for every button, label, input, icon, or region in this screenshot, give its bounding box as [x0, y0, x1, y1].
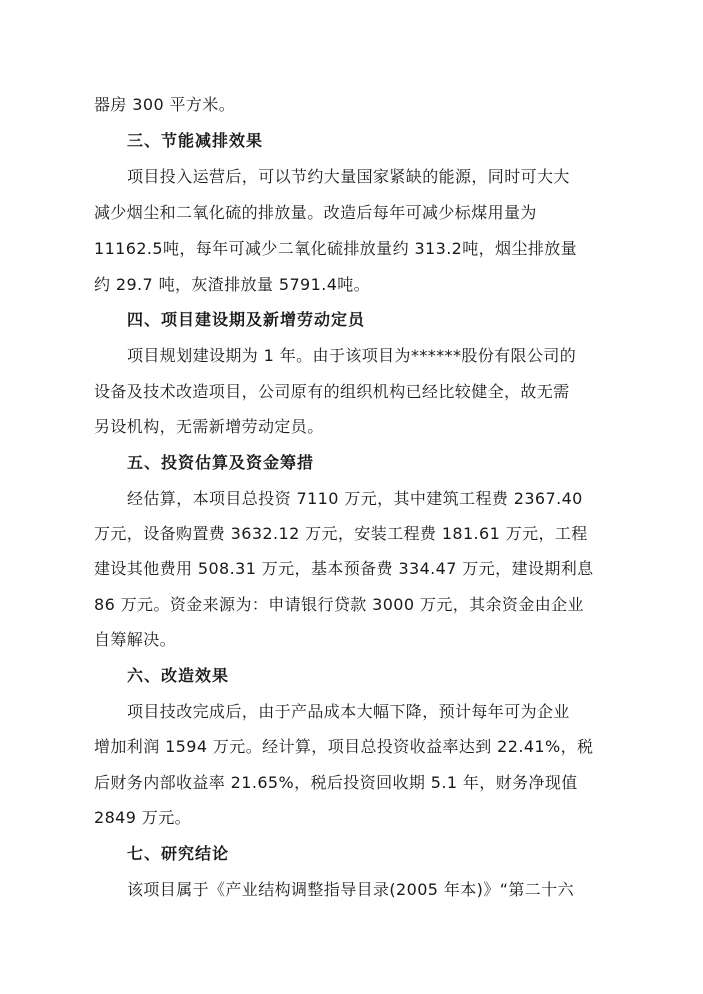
text-line: 该项目属于《产业结构调整指导目录(2005 年本)》“第二十六: [127, 880, 574, 899]
text-line: 另设机构，无需新增劳动定员。: [94, 417, 324, 436]
text-line: 项目规划建设期为 1 年。由于该项目为******股份有限公司的: [127, 346, 577, 365]
text-line: 后财务内部收益率 21.65%，税后投资回收期 5.1 年，财务净现值: [94, 773, 578, 792]
text-line: 经估算，本项目总投资 7110 万元，其中建筑工程费 2367.40: [127, 489, 583, 508]
section-heading: 三、节能减排效果: [127, 131, 264, 150]
section-heading: 四、项目建设期及新增劳动定员: [127, 310, 366, 329]
text-line: 增加利润 1594 万元。经计算，项目总投资收益率达到 22.41%，税: [94, 737, 594, 756]
text-line: 万元，设备购置费 3632.12 万元，安装工程费 181.61 万元，工程: [94, 524, 588, 543]
text-line: 自筹解决。: [94, 630, 177, 649]
section-heading: 七、研究结论: [127, 844, 230, 863]
section-heading: 六、改造效果: [127, 666, 230, 685]
text-line: 11162.5吨，每年可减少二氧化硫排放量约 313.2吨，烟尘排放量: [94, 239, 578, 258]
text-line: 设备及技术改造项目，公司原有的组织机构已经比较健全，故无需: [94, 382, 570, 401]
section-heading: 五、投资估算及资金筹措: [127, 453, 315, 472]
text-line: 2849 万元。: [94, 808, 192, 827]
text-line: 项目投入运营后，可以节约大量国家紧缺的能源，同时可大大: [127, 167, 570, 186]
text-line: 项目技改完成后，由于产品成本大幅下降，预计每年可为企业: [127, 702, 570, 721]
text-line: 约 29.7 吨，灰渣排放量 5791.4吨。: [94, 275, 371, 294]
text-line: 减少烟尘和二氧化硫的排放量。改造后每年可减少标煤用量为: [94, 203, 537, 222]
text-line: 器房 300 平方米。: [94, 95, 236, 114]
text-line: 86 万元。资金来源为：申请银行贷款 3000 万元，其余资金由企业: [94, 595, 584, 614]
text-line: 建设其他费用 508.31 万元，基本预备费 334.47 万元，建设期利息: [94, 559, 594, 578]
